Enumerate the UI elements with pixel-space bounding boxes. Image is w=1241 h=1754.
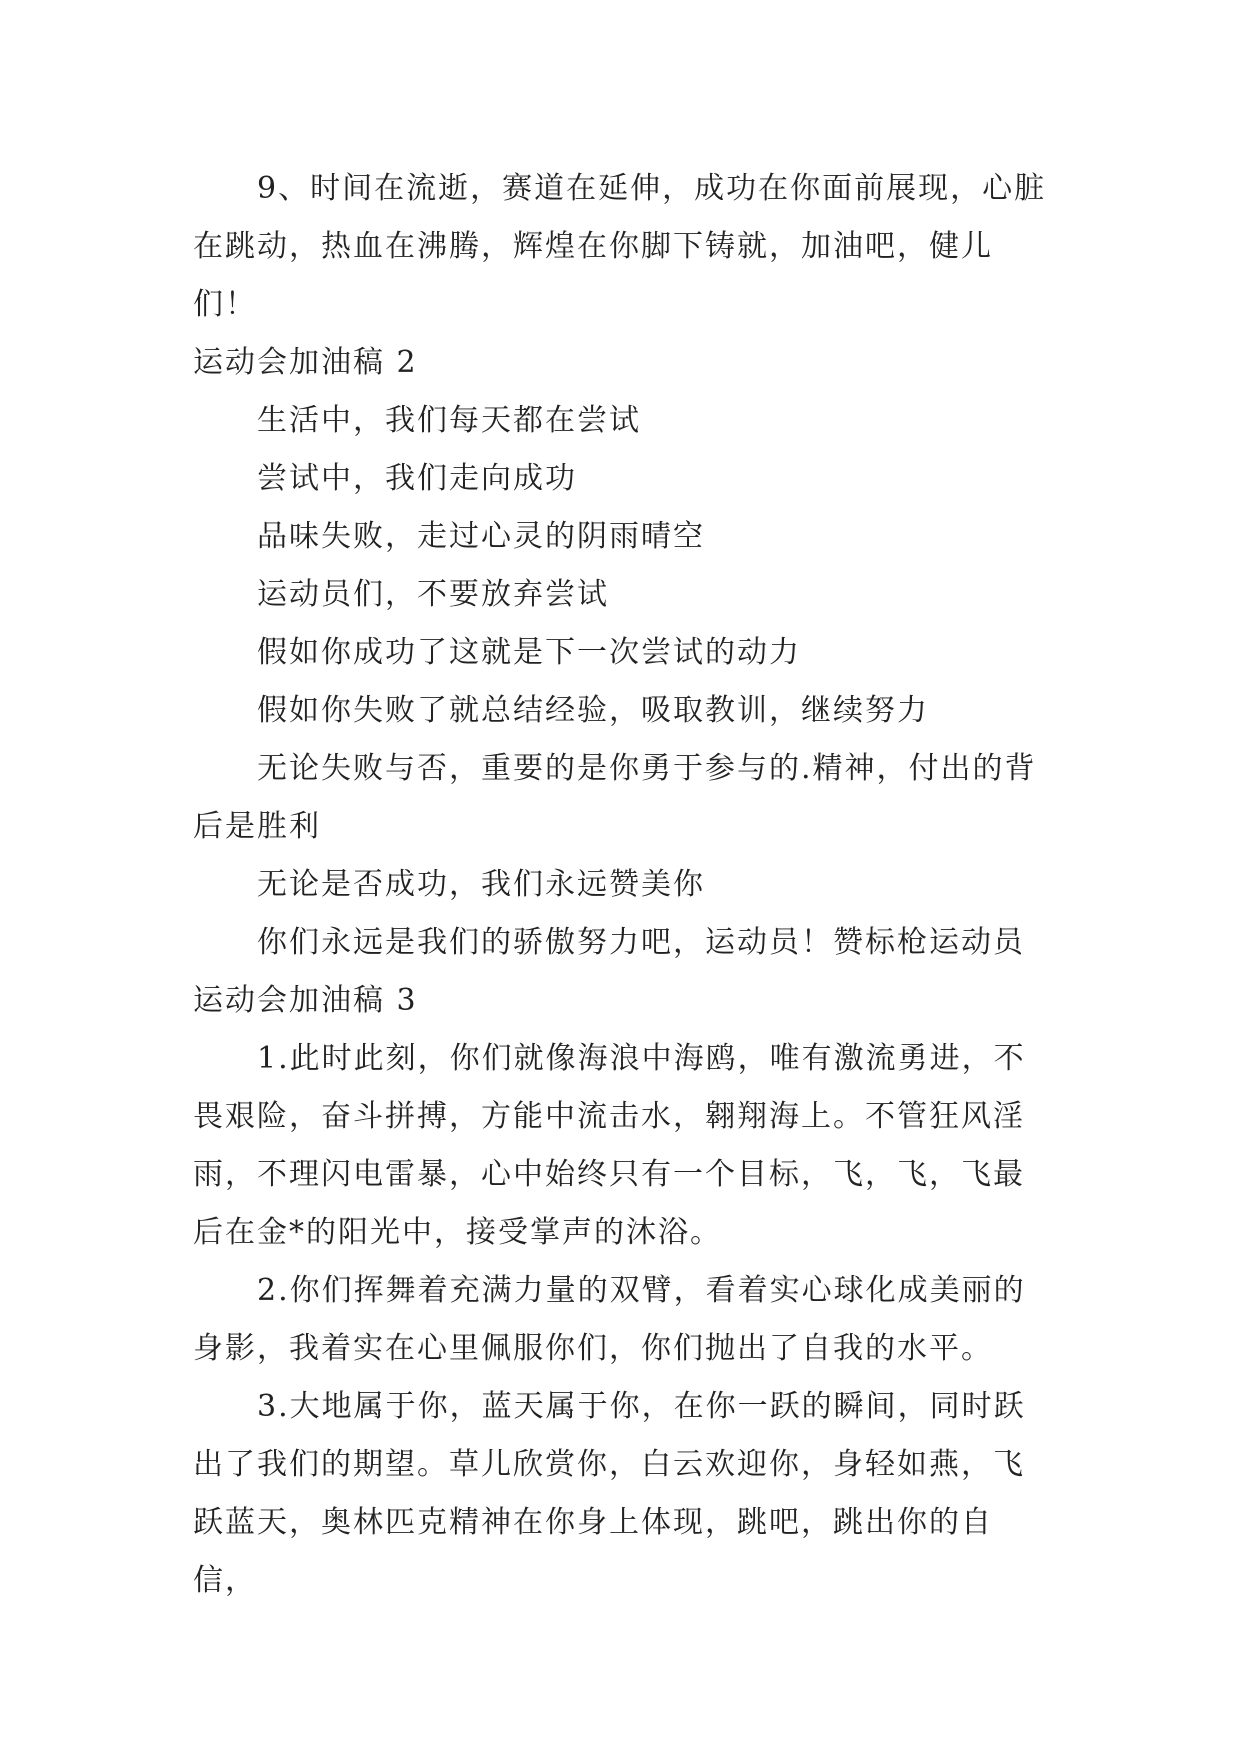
poem-line: 尝试中，我们走向成功 xyxy=(257,461,577,496)
poem-line: 无论是否成功，我们永远赞美你 xyxy=(257,867,705,902)
poem-line: 假如你成功了这就是下一次尝试的动力 xyxy=(257,635,801,670)
poem-line: 运动员们，不要放弃尝试 xyxy=(257,577,609,612)
poem-line: 品味失败，走过心灵的阴雨晴空 xyxy=(257,519,705,554)
paragraph-2: 2.你们挥舞着充满力量的双臂，看着实心球化成美丽的身影，我着实在心里佩服你们，你们抛出了自我的水平。 xyxy=(193,1273,1026,1366)
paragraph-1: 1.此时此刻，你们就像海浪中海鸥，唯有激流勇进，不畏艰险，奋斗拼搏，方能中流击水，翱翔海上。不管狂风淫雨，不理闪电雷暴，心中始终只有一个目标，飞，飞，飞最后在金*的阳光中，接受掌声的沐浴。 xyxy=(193,1041,1026,1250)
poem-line: 生活中，我们每天都在尝试 xyxy=(257,403,641,438)
poem-line: 无论失败与否，重要的是你勇于参与的.精神，付出的背后是胜利 xyxy=(193,751,1037,844)
document-body xyxy=(193,160,1053,1610)
section-heading-2: 运动会加油稿 2 xyxy=(193,345,418,380)
paragraph-3: 3.大地属于你，蓝天属于你，在你一跃的瞬间，同时跃出了我们的期望。草儿欣赏你，白云欢迎你，身轻如燕，飞跃蓝天，奥林匹克精神在你身上体现，跳吧，跳出你的自信， xyxy=(193,1389,1026,1598)
paragraph-9: 9、时间在流逝，赛道在延伸，成功在你面前展现，心脏在跳动，热血在沸腾，辉煌在你脚下铸就，加油吧，健儿们！ xyxy=(193,171,1047,322)
section-heading-3: 运动会加油稿 3 xyxy=(193,983,418,1018)
poem-line: 假如你失败了就总结经验，吸取教训，继续努力 xyxy=(257,693,929,728)
poem-line: 你们永远是我们的骄傲努力吧，运动员！赞标枪运动员 xyxy=(257,925,1025,960)
